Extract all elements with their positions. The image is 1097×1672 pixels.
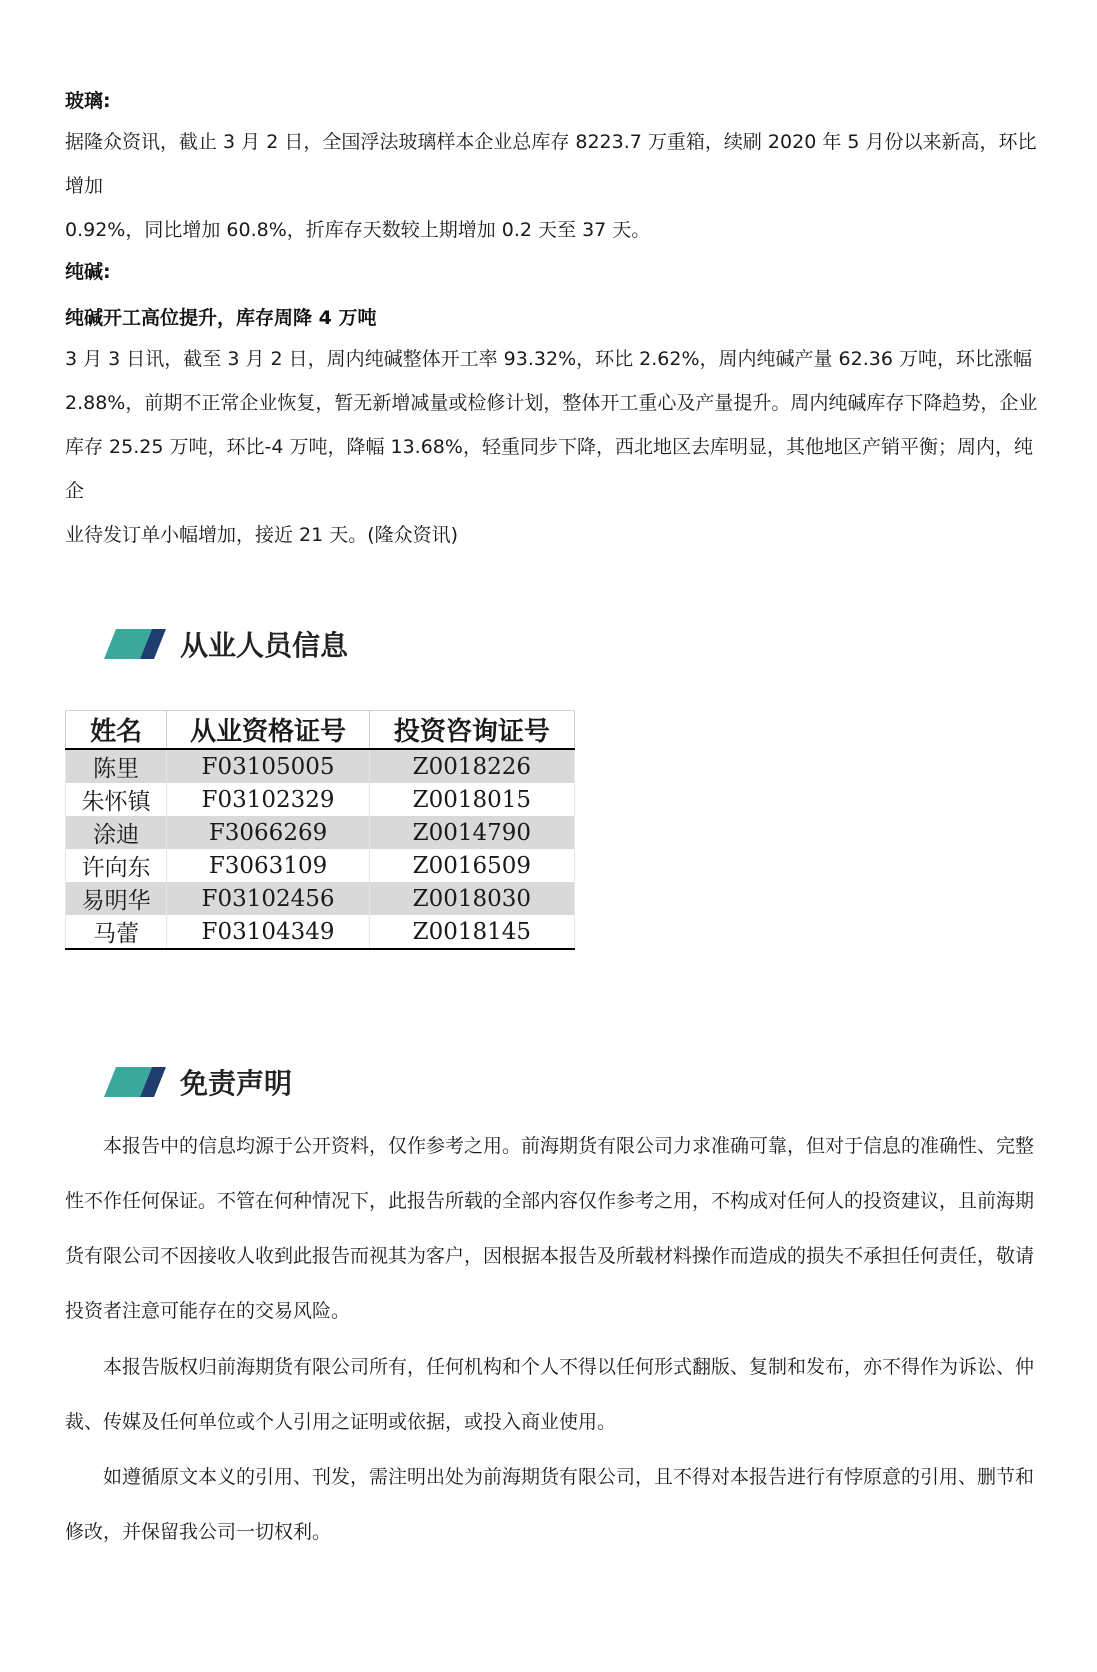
investment-cell: Z0016509 xyxy=(369,849,574,882)
disclaimer-paragraph-1 xyxy=(65,1119,1045,1339)
table-row xyxy=(66,849,575,882)
soda-line: 业待发订单小幅增加，接近 21 天。(隆众资讯) xyxy=(65,524,459,546)
investment-cell: Z0018226 xyxy=(369,749,574,783)
column-header-investment: 投资咨询证号 xyxy=(369,711,574,750)
soda-line: 3 月 3 日讯，截至 3 月 2 日，周内纯碱整体开工率 93.32%，环比 2.62%，周内纯碱产量 62.36 万吨，环比涨幅 xyxy=(65,348,1032,370)
soda-subheading: 纯碱开工高位提升，库存周降 4 万吨 xyxy=(65,307,377,329)
glass-line: 据隆众资讯，截止 3 月 2 日，全国浮法玻璃样本企业总库存 8223.7 万重箱，续刷 2020 年 5 月份以来新高，环比增加 xyxy=(65,131,1037,197)
section-banner-icon xyxy=(104,1065,166,1099)
staff-name-cell: 马蕾 xyxy=(66,915,167,949)
staff-name-cell: 朱怀镇 xyxy=(66,783,167,816)
glass-paragraph xyxy=(65,120,1045,252)
investment-cell: Z0018030 xyxy=(369,882,574,915)
disclaimer-line: 修改，并保留我公司一切权利。 xyxy=(65,1521,332,1543)
soda-line: 2.88%，前期不正常企业恢复，暂无新增减量或检修计划，整体开工重心及产量提升。周内纯碱库存下降趋势，企业 xyxy=(65,392,1038,414)
table-row xyxy=(66,783,575,816)
investment-cell: Z0018145 xyxy=(369,915,574,949)
disclaimer-line: 裁、传媒及任何单位或个人引用之证明或依据，或投入商业使用。 xyxy=(65,1411,617,1433)
soda-paragraph xyxy=(65,337,1045,557)
glass-line: 0.92%，同比增加 60.8%，折库存天数较上期增加 0.2 天至 37 天。 xyxy=(65,219,651,241)
staff-table-header xyxy=(66,711,575,750)
staff-name-cell: 陈里 xyxy=(66,749,167,783)
qualification-cell: F03104349 xyxy=(167,915,369,949)
column-header-qualification: 从业资格证号 xyxy=(167,711,369,750)
staff-name-cell: 许向东 xyxy=(66,849,167,882)
staff-section-title xyxy=(104,624,348,664)
qualification-cell: F3063109 xyxy=(167,849,369,882)
staff-name-cell: 涂迪 xyxy=(66,816,167,849)
disclaimer-line: 性不作任何保证。不管在何种情况下，此报告所载的全部内容仅作参考之用，不构成对任何人的投资建议，且前海期 xyxy=(65,1190,1035,1212)
investment-cell: Z0014790 xyxy=(369,816,574,849)
qualification-cell: F03102329 xyxy=(167,783,369,816)
glass-heading: 玻璃: xyxy=(65,90,111,112)
investment-cell: Z0018015 xyxy=(369,783,574,816)
section-banner-icon xyxy=(104,627,166,661)
disclaimer-line: 如遵循原文本义的引用、刊发，需注明出处为前海期货有限公司，且不得对本报告进行有悖原意的引用、删节和 xyxy=(103,1466,1035,1488)
disclaimer-line: 货有限公司不因接收人收到此报告而视其为客户，因根据本报告及所载材料操作而造成的损失不承担任何责任，敬请 xyxy=(65,1245,1035,1267)
disclaimer-line: 本报告版权归前海期货有限公司所有，任何机构和个人不得以任何形式翻版、复制和发布，亦不得作为诉讼、仲 xyxy=(103,1356,1035,1378)
qualification-cell: F3066269 xyxy=(167,816,369,849)
soda-heading: 纯碱: xyxy=(65,261,111,283)
disclaimer-section-title xyxy=(104,1062,292,1102)
table-row xyxy=(66,882,575,915)
staff-table xyxy=(65,710,575,950)
disclaimer-line: 本报告中的信息均源于公开资料，仅作参考之用。前海期货有限公司力求准确可靠，但对于信息的准确性、完整 xyxy=(103,1135,1035,1157)
disclaimer-section-title-text: 免责声明 xyxy=(180,1067,293,1100)
disclaimer-paragraph-2 xyxy=(65,1340,1045,1450)
column-header-name: 姓名 xyxy=(66,711,167,750)
table-row xyxy=(66,749,575,783)
qualification-cell: F03105005 xyxy=(167,749,369,783)
table-row xyxy=(66,816,575,849)
disclaimer-line: 投资者注意可能存在的交易风险。 xyxy=(65,1300,351,1322)
staff-name-cell: 易明华 xyxy=(66,882,167,915)
table-row xyxy=(66,915,575,949)
staff-section-title-text: 从业人员信息 xyxy=(180,629,349,662)
disclaimer-paragraph-3 xyxy=(65,1450,1045,1560)
qualification-cell: F03102456 xyxy=(167,882,369,915)
soda-line: 库存 25.25 万吨，环比-4 万吨，降幅 13.68%，轻重同步下降，西北地区去库明显，其他地区产销平衡；周内，纯企 xyxy=(65,436,1033,502)
